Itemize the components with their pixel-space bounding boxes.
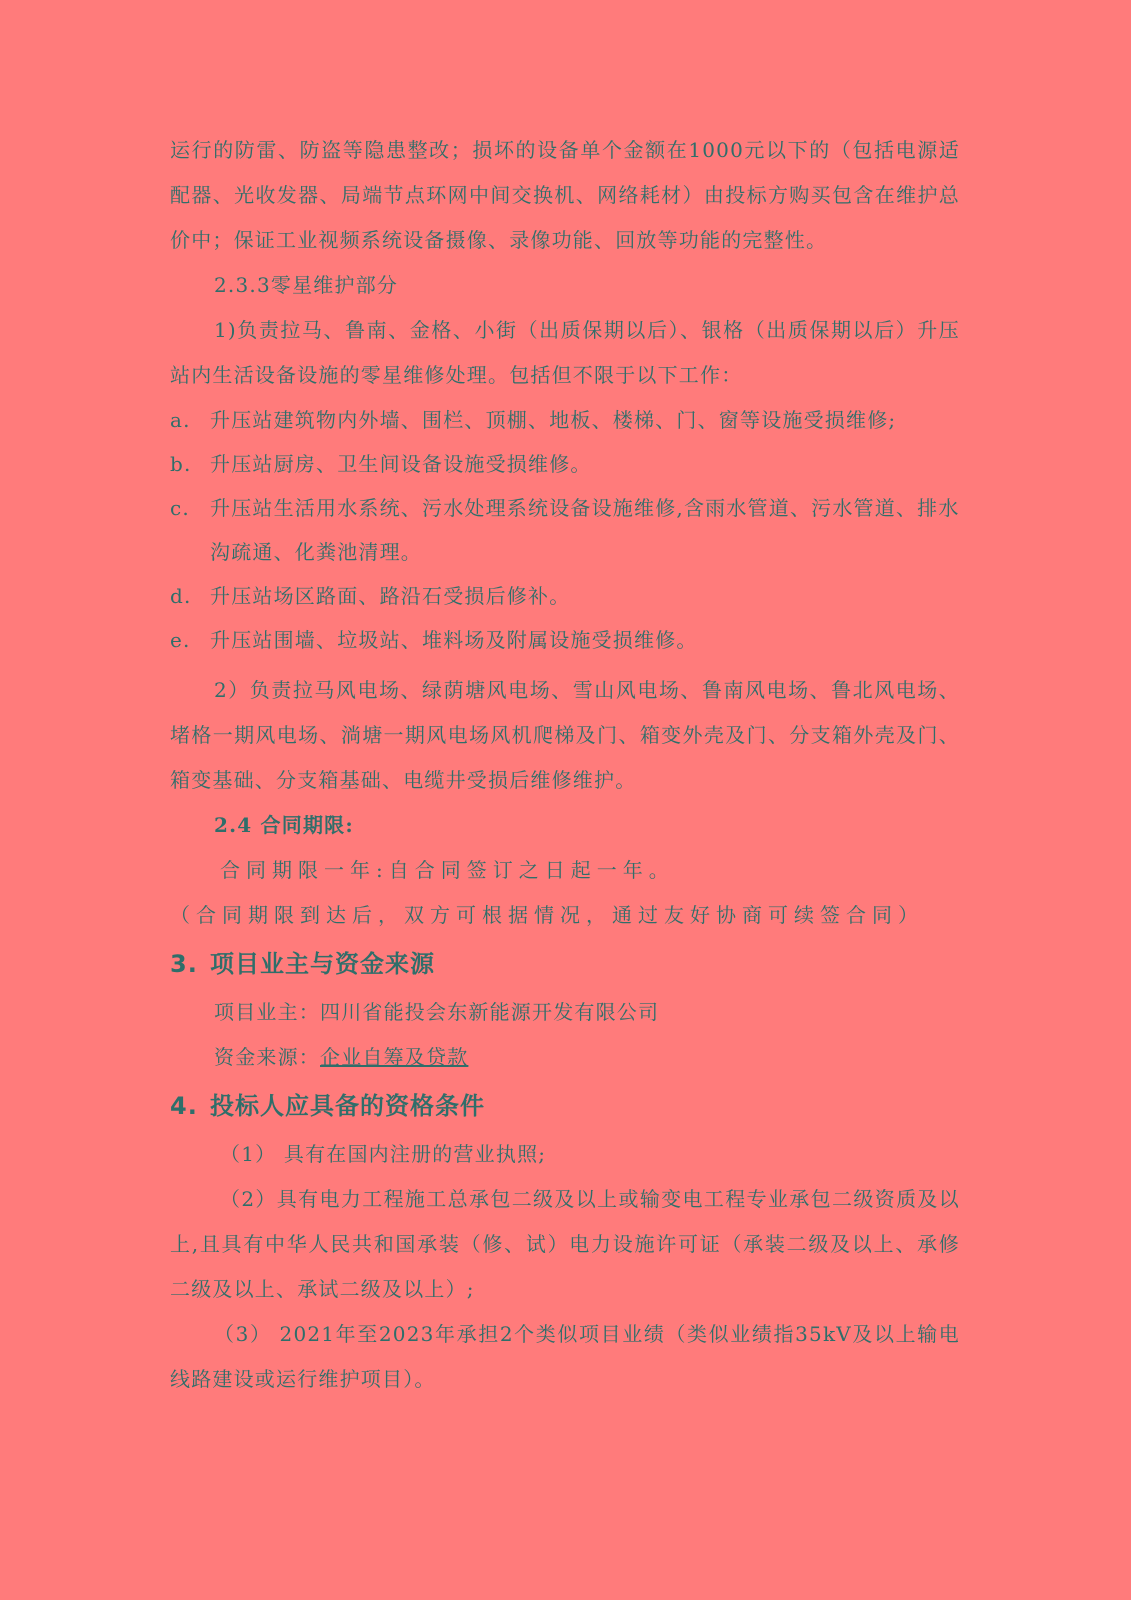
paragraph-contract-renewal: （合同期限到达后，双方可根据情况，通过友好协商可续签合同） (170, 903, 924, 927)
list-text: 升压站生活用水系统、污水处理系统设备设施维修,含雨水管道、污水管道、排水沟疏通、化粪池清理。 (210, 496, 960, 564)
fund-value: 企业自筹及贷款 (320, 1045, 469, 1069)
list-marker: d. (170, 584, 192, 608)
owner-label: 项目业主： (214, 1000, 320, 1024)
fund-source-line (170, 1035, 960, 1080)
list-item (170, 574, 960, 618)
owner-value: 四川省能投会东新能源开发有限公司 (320, 1000, 660, 1024)
qualification-item: （2）具有电力工程施工总承包二级及以上或输变电工程专业承包二级资质及以上,且具有中华人民共和国承装（修、试）电力设施许可证（承装二级及以上、承修二级及以上、承试二级及以上）; (170, 1187, 960, 1301)
document-page (170, 128, 960, 1402)
list-text: 升压站厨房、卫生间设备设施受损维修。 (210, 452, 592, 476)
list-marker: e. (170, 628, 191, 652)
list-item (170, 398, 960, 442)
paragraph-maintenance-scope: 运行的防雷、防盗等隐患整改；损坏的设备单个金额在1000元以下的（包括电源适配器、光收发器、局端节点环网中间交换机、网络耗材）由投标方购买包含在维护总价中；保证工业视频系统设备摄像、录像功能、回放等功能的完整性。 (170, 138, 960, 252)
subsection-2-3-3-heading: 2.3.3零星维护部分 (214, 273, 399, 297)
paragraph-contract-term: 合同期限一年:自合同签订之日起一年。 (220, 858, 675, 882)
section-title: 项目业主与资金来源 (210, 950, 435, 978)
list-text: 升压站场区路面、路沿石受损后修补。 (210, 584, 571, 608)
list-item (170, 486, 960, 574)
section-3-heading (170, 938, 960, 990)
list-item (170, 618, 960, 662)
section-number: 3. (170, 950, 198, 978)
list-text: 升压站建筑物内外墙、围栏、顶棚、地板、楼梯、门、窗等设施受损维修; (210, 408, 897, 432)
qualification-item: （3） 2021年至2023年承担2个类似项目业绩（类似业绩指35kV及以上输电线路建设或运行维护项目）。 (170, 1322, 960, 1391)
section-title: 投标人应具备的资格条件 (210, 1092, 485, 1120)
list-item (170, 442, 960, 486)
list-marker: b. (170, 452, 192, 476)
fund-label: 资金来源： (214, 1045, 320, 1069)
section-number: 4. (170, 1092, 198, 1120)
paragraph-sporadic-maintenance: 1)负责拉马、鲁南、金格、小街（出质保期以后）、银格（出质保期以后）升压站内生活设备设施的零星维修处理。包括但不限于以下工作： (170, 318, 960, 387)
project-owner-line (170, 990, 960, 1035)
qualification-item: （1） 具有在国内注册的营业执照; (220, 1142, 547, 1166)
section-4-heading (170, 1080, 960, 1132)
list-marker: a. (170, 408, 191, 432)
maintenance-list (170, 398, 960, 662)
subsection-2-4-heading: 2.4 合同期限: (214, 813, 354, 837)
list-marker: c. (170, 496, 190, 520)
list-text: 升压站围墙、垃圾站、堆料场及附属设施受损维修。 (210, 628, 698, 652)
paragraph-wind-farm-maintenance: 2）负责拉马风电场、绿荫塘风电场、雪山风电场、鲁南风电场、鲁北风电场、堵格一期风电场、淌塘一期风电场风机爬梯及门、箱变外壳及门、分支箱外壳及门、箱变基础、分支箱基础、电缆井受损后维修维护。 (170, 678, 960, 792)
